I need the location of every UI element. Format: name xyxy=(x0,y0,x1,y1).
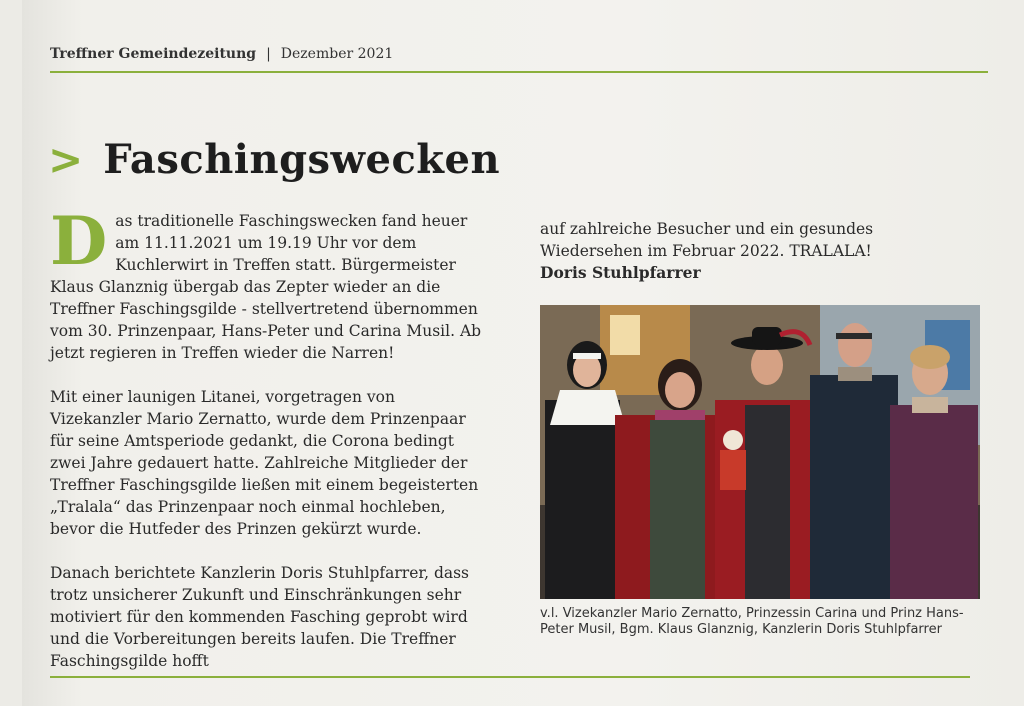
issue-date: Dezember 2021 xyxy=(280,46,394,62)
article-column-left xyxy=(50,202,490,694)
page-header xyxy=(50,46,393,62)
paragraph-1 xyxy=(50,202,490,364)
chevron-icon: > xyxy=(48,134,84,184)
footer-rule xyxy=(50,676,970,678)
paragraph-2: Mit einer launigen Litanei, vorgetragen von Vizekanzler Mario Zernatto, wurde dem Prinzenpaar für seine Amtsperiode gedankt, die Corona bedingt zwei Jahre gedauert hatte. Zahlreiche Mitglieder der Treffner Faschingsgilde ließen mit einem begeisterten „Tralala“ das Prinzenpaar noch einmal hochleben, bevor die Hutfeder des Prinzen gekürzt wurde. xyxy=(50,388,479,538)
photo-caption: v.l. Vizekanzler Mario Zernatto, Prinzessin Carina und Prinz Hans-Peter Musil, Bgm. Klaus Glanznig, Kanzlerin Doris Stuhlpfarrer xyxy=(540,606,964,637)
header-separator: | xyxy=(266,46,271,62)
paragraph-4: auf zahlreiche Besucher und ein gesundes Wiedersehen im Februar 2022. TRALALA! xyxy=(540,220,874,260)
paragraph-3: Danach berichtete Kanzlerin Doris Stuhlpfarrer, dass trotz unsicherer Zukunft und Einschränkungen sehr motiviert für den kommenden Fasching geprobt wird und die Vorbereitungen bereits laufen. Die Treffner Faschingsgilde hofft xyxy=(50,564,470,670)
group-photo xyxy=(540,305,980,599)
photo-illustration xyxy=(540,305,980,599)
header-rule xyxy=(50,71,988,73)
author-name: Doris Stuhlpfarrer xyxy=(540,263,701,282)
drop-cap: D xyxy=(50,202,108,280)
paragraph-1-text: as traditionelle Faschingswecken fand heuer am 11.11.2021 um 19.19 Uhr vor dem Kuchlerwirt in Treffen statt. Bürgermeister Klaus Glanznig übergab das Zepter wieder an die Treffner Faschingsgilde - stellvertretend übernommen vom 30. Prinzenpaar, Hans-Peter und Carina Musil. Ab jetzt regieren in Treffen wieder die Narren! xyxy=(50,212,482,362)
publication-name: Treffner Gemeindezeitung xyxy=(50,46,257,62)
article-title-block xyxy=(48,136,500,183)
article-title: Faschingswecken xyxy=(103,136,501,183)
article-column-right xyxy=(540,218,980,284)
